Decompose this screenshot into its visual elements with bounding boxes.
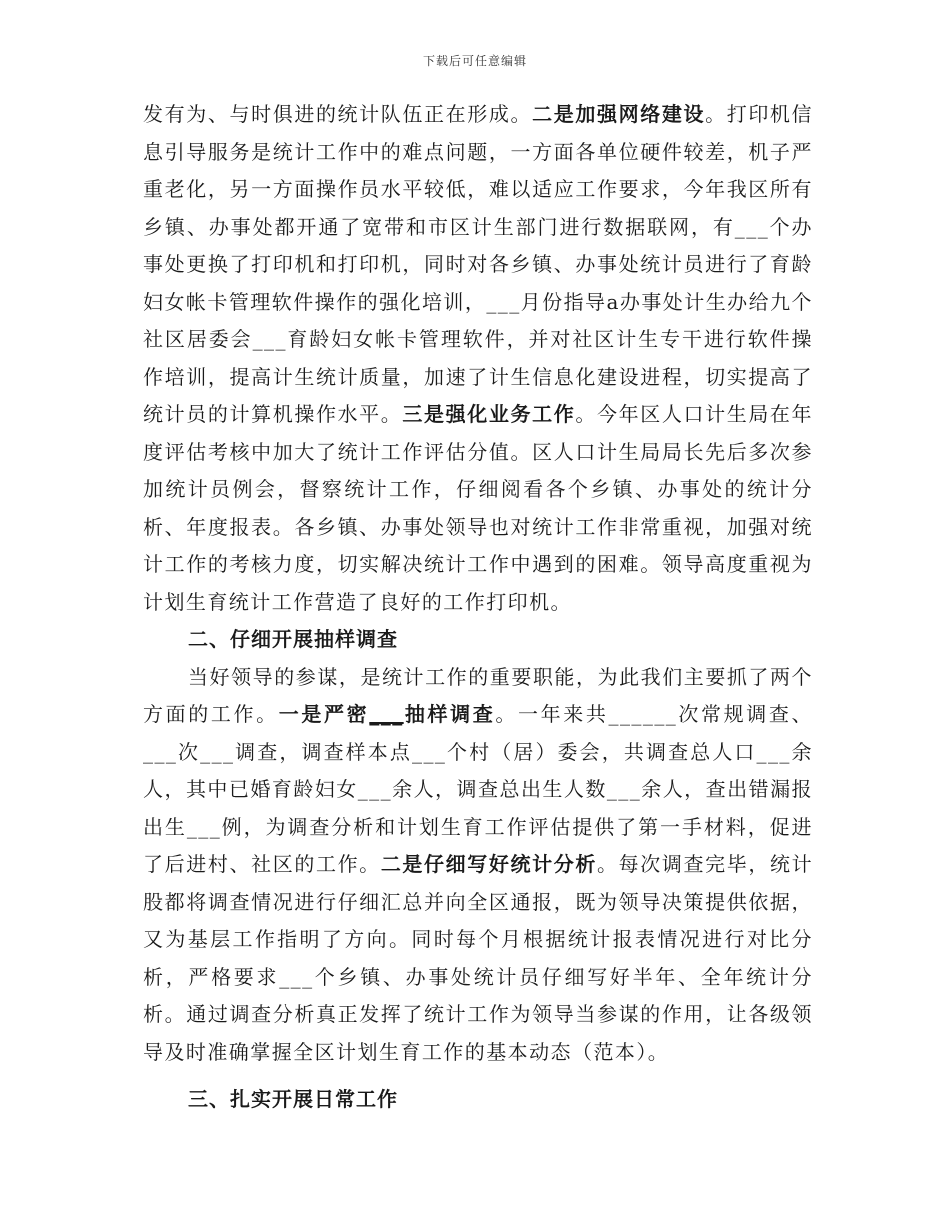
paragraph-text: 。今年区人口计生局在年度评估考核中加大了统计工作评估分值。区人口计生局局长先后多次参加统计员例会，督察统计工作，仔细阅看各个乡镇、办事处的统计分析、年度报表。各乡镇、办事处领导也对统计工作非常重视，加强对统计工作的考核力度，切实解决统计工作中遇到的困难。领导高度重视为计划生育统计工作营造了良好的工作打印机。 (143, 402, 814, 614)
paragraph-network-and-business (143, 96, 813, 621)
section-heading-daily-work: 三、扎实开展日常工作 (188, 1087, 398, 1111)
bold-lead-analysis: 二是仔细写好统计分析 (380, 852, 597, 876)
paragraph-text: 发有为、与时俱进的统计队伍正在形成。 (143, 102, 533, 126)
bold-lead-strict-b: 抽样调查 (403, 702, 496, 726)
bold-lead-blank: ___ (369, 702, 404, 726)
document-body (143, 96, 813, 1119)
paragraph-text: 。打印机信息引导服务是统计工作中的难点问题，一方面各单位硬件较差，机子严重老化，另一方面操作员水平较低，难以适应工作要求，今年我区所有乡镇、办事处都开通了宽带和市区计生部门进行数据联网，有___个办事处更换了打印机和打印机，同时对各乡镇、办事处统计员进行了育龄妇女帐卡管理软件操作的强化培训，___月份指导a办事处计生办给九个社区居委会___育龄妇女帐卡管理软件，并对社区计生专干进行软件操作培训，提高计生统计质量，加速了计生信息化建设进程，切实提高了统计员的计算机操作水平。 (143, 102, 813, 426)
bold-lead-strict-a: 一是严密 (278, 702, 370, 726)
paragraph-text: 。一年来共______次常规调查、___次___调查，调查样本点___个村（居）委会，共调查总人口___余人，其中已婚育龄妇女___余人，调查总出生人数___余人，查出错漏报出生___例，为调查分析和计划生育工作评估提供了第一手材料，促进了后进村、社区的工作。 (143, 702, 813, 876)
paragraph-sampling (143, 659, 813, 1072)
page-header: 下载后可任意编辑 (422, 54, 527, 68)
section-heading-sampling: 二、仔细开展抽样调查 (188, 627, 398, 651)
bold-lead-business: 三是强化业务工作 (402, 402, 576, 426)
paragraph-text: 当好领导的参谋，是统计工作的重要职能，为此我们主要抓了两个方面的工作。 (143, 664, 813, 726)
paragraph-text: 。每次调查完毕，统计股都将调查情况进行仔细汇总并向全区通报，既为领导决策提供依据，又为基层工作指明了方向。同时每个月根据统计报表情况进行对比分析，严格要求___个乡镇、办事处统计员仔细写好半年、全年统计分析。通过调查分析真正发挥了统计工作为领导当参谋的作用，让各级领导及时准确掌握全区计划生育工作的基本动态（范本）。 (143, 852, 814, 1064)
bold-lead-network: 二是加强网络建设 (532, 102, 706, 126)
